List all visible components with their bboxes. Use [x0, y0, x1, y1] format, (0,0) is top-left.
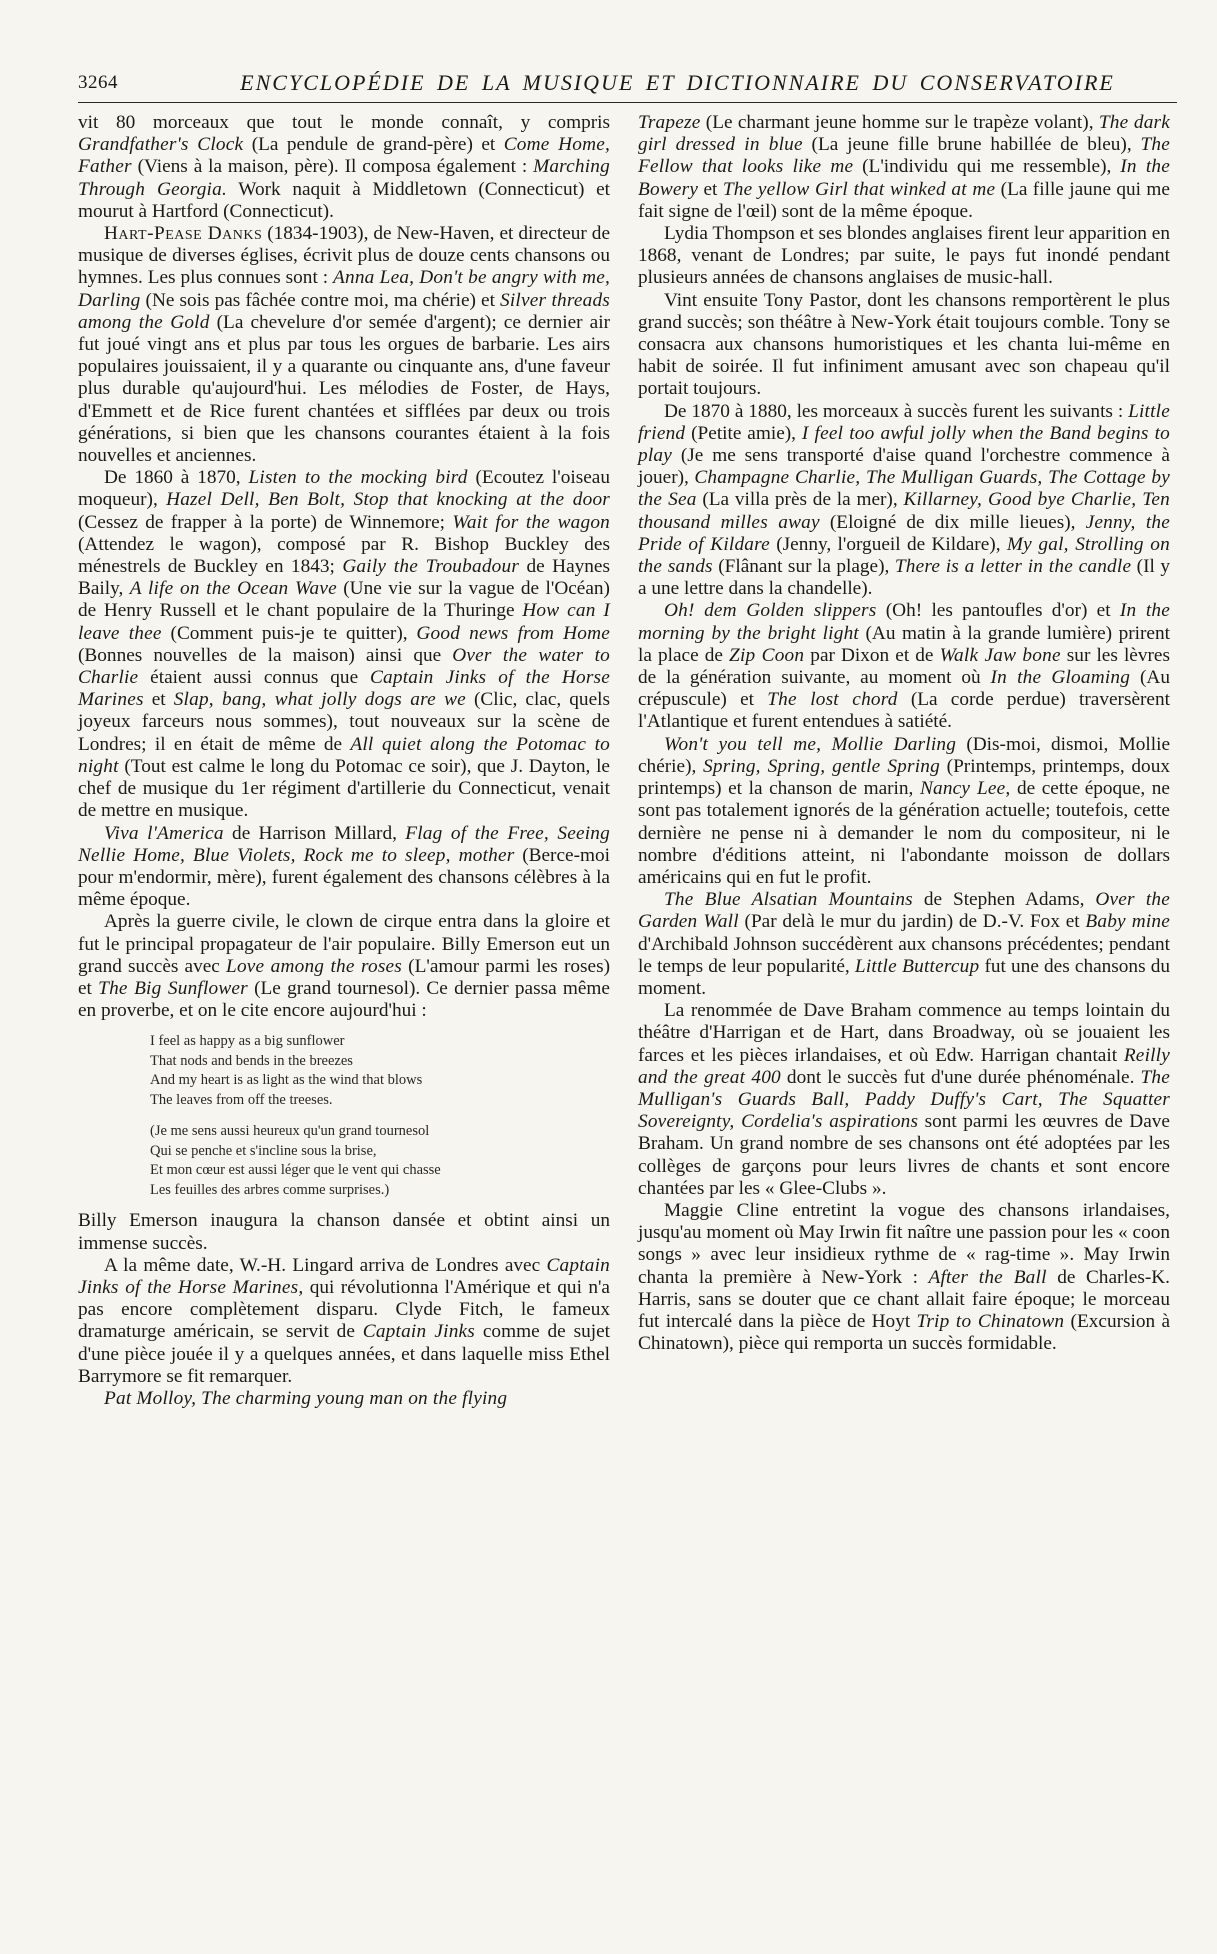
poem-translation-line: Qui se penche et s'incline sous la brise, [150, 1142, 377, 1159]
paragraph: Après la guerre civile, le clown de cirque entra dans la gloire et fut le principal propagateur de l'air populaire. Billy Emerson eut un grand succès avec Love among the roses (L'amour parmi les roses) et The Big Sunflower (Le grand tournesol). Ce dernier passa même en proverbe, et on le cite encore aujourd'hui : [78, 911, 610, 1022]
paragraph: Oh! dem Golden slippers (Oh! les pantoufles d'or) et In the morning by the bright light (Au matin à la grande lumière) prirent la place de Zip Coon par Dixon et de Walk Jaw bone sur les lèvres de la génération suivante, au moment où In the Gloaming (Au crépuscule) et The lost chord (La corde perdue) traversèrent l'Atlantique et furent entendues à satiété. [638, 600, 1171, 733]
paragraph: The Blue Alsatian Mountains de Stephen Adams, Over the Garden Wall (Par delà le mur du jardin) de D.-V. Fox et Baby mine d'Archibald Johnson succédèrent aux chansons précédentes; pendant le temps de leur popularité, Little Buttercup fut une des chansons du moment. [638, 889, 1171, 999]
paragraph: A la même date, W.-H. Lingard arriva de Londres avec Captain Jinks of the Horse Marines, qui révolutionna l'Amérique et qui n'a pas encore complètement disparu. Clyde Fitch, le fameux dramaturge américain, se servit de Captain Jinks comme de sujet d'une pièce jouée il y a quelques années, et dans laquelle miss Ethel Barrymore se fit remarquer. [78, 1254, 610, 1387]
paragraph: Maggie Cline entretint la vogue des chansons irlandaises, jusqu'au moment où May Irwin fit naître une passion pour les « coon songs » avec leur insidieux rythme de « rag-time ». May Irwin chanta la première à New-York : After the Ball de Charles-K. Harris, sans se douter que ce chant allait faire époque; le morceau fut intercalé dans la pièce de Hoyt Trip to Chinatown (Excursion à Chinatown), pièce qui remporta un succès formidable. [638, 1199, 1171, 1355]
paragraph: Trapeze (Le charmant jeune homme sur le trapèze volant), The dark girl dressed in blue (La jeune fille brune habillée de bleu), The Fellow that looks like me (L'individu qui me ressemble), In the Bowery et The yellow Girl that winked at me (La fille jaune qui me fait signe de l'œil) sont de la même époque. [638, 112, 1170, 222]
running-title: ENCYCLOPÉDIE DE LA MUSIQUE ET DICTIONNAIRE DU CONSERVATOIRE [240, 70, 1115, 95]
paragraph: De 1860 à 1870, Listen to the mocking bird (Ecoutez l'oiseau moqueur), Hazel Dell, Ben Bolt, Stop that knocking at the door (Cessez de frapper à la porte) de Winnemore; Wait for the wagon (Attendez le wagon), composé par R. Bishop Buckley des ménestrels de Buckley en 1843; Gaily the Troubadour de Haynes Baily, A life on the Ocean Wave (Une vie sur la vague de l'Océan) de Henry Russell et le chant populaire de la Thuringe How can I leave thee (Comment puis-je te quitter), Good news from Home (Bonnes nouvelles de la maison) ainsi que Over the water to Charlie étaient aussi connus que Captain Jinks of the Horse Marines et Slap, bang, what jolly dogs are we (Clic, clac, quels joyeux farceurs nous sommes), tout nouveaux sur la scène de Londres; il en était de même de All quiet along the Potomac to night (Tout est calme le long du Potomac ce soir), que J. Dayton, le chef de musique du 1er régiment d'artillerie du Connecticut, venait de mettre en musique. [78, 467, 611, 822]
paragraph: Billy Emerson inaugura la chanson dansée et obtint ainsi un immense succès. [78, 1210, 610, 1254]
poem-line: I feel as happy as a big sunflower [150, 1033, 345, 1050]
paragraph: Pat Molloy, The charming young man on the flying [104, 1387, 508, 1409]
poem-translation-line: Les feuilles des arbres comme surprises.) [150, 1181, 390, 1198]
left-column [78, 112, 610, 1410]
paragraph: Won't you tell me, Mollie Darling (Dis-moi, dismoi, Mollie chérie), Spring, Spring, gentle Spring (Printemps, printemps, doux printemps) et la chanson de marin, Nancy Lee, de cette époque, ne sont pas totalement ignorés de la génération actuelle; toutefois, cette dernière ne pense ni à demander le nom du compositeur, ni le nombre d'éditions atteint, ni l'abondante moisson de dollars américains qui en fut le profit. [638, 733, 1170, 888]
page-header [78, 70, 1177, 103]
paragraph: La renommée de Dave Braham commence au temps lointain du théâtre d'Harrigan et de Hart, dans Broadway, où se jouaient les farces et les pièces irlandaises, et où Edw. Harrigan chantait Reilly and the great 400 dont le succès fut d'une durée phénoménale. The Mulligan's Guards Ball, Paddy Duffy's Cart, The Squatter Sovereignty, Cordelia's aspirations sont parmi les œuvres de Dave Braham. Un grand nombre de ses chansons ont été adoptées par les collèges de garçons pour leurs livres de chants et sont encore chantées par les « Glee-Clubs ». [638, 1000, 1170, 1199]
paragraph: De 1870 à 1880, les morceaux à succès furent les suivants : Little friend (Petite amie), I feel too awful jolly when the Band begins to play (Je me sens transporté d'aise quand l'orchestre commence à jouer), Champagne Charlie, The Mulligan Guards, The Cottage by the Sea (La villa près de la mer), Killarney, Good bye Charlie, Ten thousand milles away (Eloigné de dix mille lieues), Jenny, the Pride of Kildare (Jenny, l'orgueil de Kildare), My gal, Strolling on the sands (Flânant sur la plage), There is a letter in the candle (Il y a une lettre dans la chandelle). [638, 400, 1170, 600]
poem-line: That nods and bends in the breezes [150, 1052, 353, 1069]
paragraph: Lydia Thompson et ses blondes anglaises firent leur apparition en 1868, venant de Londres; par suite, le pays fut inondé pendant plusieurs années de chansons anglaises de music-hall. [638, 223, 1170, 289]
paragraph: Hart-Pease Danks (1834-1903), de New-Haven, et directeur de musique de diverses églises, écrivit plus de douze cents chansons ou hymnes. Les plus connues sont : Anna Lea, Don't be angry with me, Darling (Ne sois pas fâchée contre moi, ma chérie) et Silver threads among the Gold (La chevelure d'or semée d'argent); ce dernier air fut joué vingt ans et plus par tous les orgues de barbarie. Les airs populaires jouissaient, il y a quarante ou cinquante ans, d'une faveur plus durable qu'aujourd'hui. Les mélodies de Foster, de Hays, d'Emmett et de Rice furent chantées et sifflées par deux ou trois générations, si bien que les chansons courantes étaient à la fois nouvelles et anciennes. [78, 223, 610, 467]
paragraph: vit 80 morceaux que tout le monde connaît, y compris Grandfather's Clock (La pendule de grand-père) et Come Home, Father (Viens à la maison, père). Il composa également : Marching Through Georgia. Work naquit à Middletown (Connecticut) et mourut à Hartford (Connecticut). [78, 112, 610, 222]
poem-line: The leaves from off the treeses. [150, 1091, 333, 1108]
right-column [638, 112, 1170, 1355]
poem-line: And my heart is as light as the wind that blows [150, 1072, 423, 1089]
poem-translation-line: Et mon cœur est aussi léger que le vent qui chasse [150, 1162, 441, 1179]
paragraph: Viva l'America de Harrison Millard, Flag of the Free, Seeing Nellie Home, Blue Violets, Rock me to sleep, mother (Berce-moi pour m'endormir, mère), furent également des chansons célèbres à la même époque. [78, 822, 610, 911]
paragraph: Vint ensuite Tony Pastor, dont les chansons remportèrent le plus grand succès; son théâtre à New-York était toujours comble. Tony se consacra aux chansons humoristiques et les chanta lui-même en habit de soirée. Il fut infiniment amusant avec son chapeau qu'il portait toujours. [638, 289, 1170, 400]
person-name: Hart-Pease Danks [104, 223, 263, 245]
page-number: 3264 [78, 72, 118, 93]
poem-quote [150, 1032, 610, 1200]
poem-translation-line: (Je me sens aussi heureux qu'un grand tournesol [150, 1123, 430, 1140]
